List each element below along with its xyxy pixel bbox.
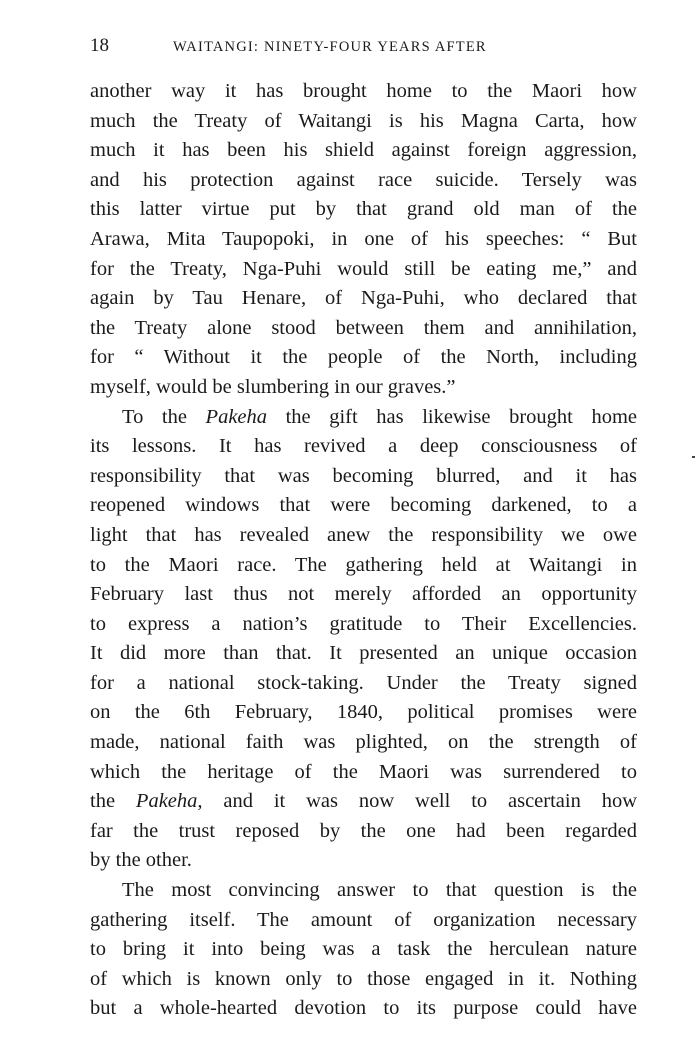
text-fragment: the (90, 790, 136, 813)
text-fragment: To the (122, 405, 206, 428)
italic-term: Pakeha, (135, 790, 203, 813)
text-line (90, 403, 637, 433)
text-line: on the 6th February, 1840, political promises were (90, 701, 637, 724)
text-line: to the Maori race. The gathering held at Waitangi in (90, 553, 637, 576)
text-line: the Treaty alone stood between them and annihilation, (90, 316, 637, 339)
text-line: to express a nation’s gratitude to Their Excellencies. (90, 612, 637, 635)
margin-mark (692, 456, 695, 458)
paragraph-1 (90, 77, 637, 403)
text-line: but a whole-hearted devotion to its purpose could have (90, 997, 637, 1020)
text-line: for the Treaty, Nga-Puhi would still be eating me,” and (90, 257, 637, 280)
body-text (90, 77, 637, 1024)
text-line: another way it has brought home to the Maori how (90, 80, 637, 102)
text-line: Arawa, Mita Taupopoki, in one of his speeches: “ But (90, 227, 637, 250)
text-line: this latter virtue put by that grand old man of the (90, 198, 637, 221)
text-line: again by Tau Henare, of Nga-Puhi, who declared that (90, 287, 637, 310)
text-line: reopened windows that were becoming darkened, to a (90, 494, 637, 517)
text-line: far the trust reposed by the one had been regarded (90, 819, 637, 842)
text-line: of which is known only to those engaged in it. Nothing (90, 967, 637, 990)
text-line: to bring it into being was a task the herculean nature (90, 938, 637, 961)
paragraph-2 (90, 403, 637, 877)
text-line: It did more than that. It presented an unique occasion (90, 642, 637, 665)
text-line: by the other. (90, 849, 192, 872)
text-line: for a national stock-taking. Under the Treaty signed (90, 671, 637, 694)
text-line: made, national faith was plighted, on the strength of (90, 731, 637, 754)
text-line: February last thus not merely afforded an opportunity (90, 583, 637, 606)
text-line (90, 787, 637, 817)
text-line: for “ Without it the people of the North, including (90, 346, 637, 369)
text-line: responsibility that was becoming blurred, and it has (90, 464, 637, 487)
text-line: much the Treaty of Waitangi is his Magna Carta, how (90, 109, 637, 132)
text-line: The most convincing answer to that question is the (122, 879, 637, 902)
paragraph-3 (90, 876, 637, 1024)
text-fragment: the gift has likewise brought home (267, 405, 637, 428)
text-line: myself, would be slumbering in our graves.” (90, 375, 456, 398)
text-line: which the heritage of the Maori was surrendered to (90, 760, 637, 783)
text-line: gathering itself. The amount of organization necessary (90, 908, 637, 931)
italic-term: Pakeha (205, 405, 268, 428)
text-line: light that has revealed anew the responsibility we owe (90, 523, 637, 546)
text-line: its lessons. It has revived a deep consciousness of (90, 435, 637, 458)
page-number: 18 (90, 35, 109, 56)
running-head (90, 34, 560, 58)
running-title: WAITANGI: NINETY-FOUR YEARS AFTER (173, 39, 487, 55)
text-line: much it has been his shield against foreign aggression, (90, 139, 637, 162)
text-line: and his protection against race suicide. Tersely was (90, 168, 637, 191)
text-fragment: and it was now well to ascertain how (202, 790, 638, 813)
